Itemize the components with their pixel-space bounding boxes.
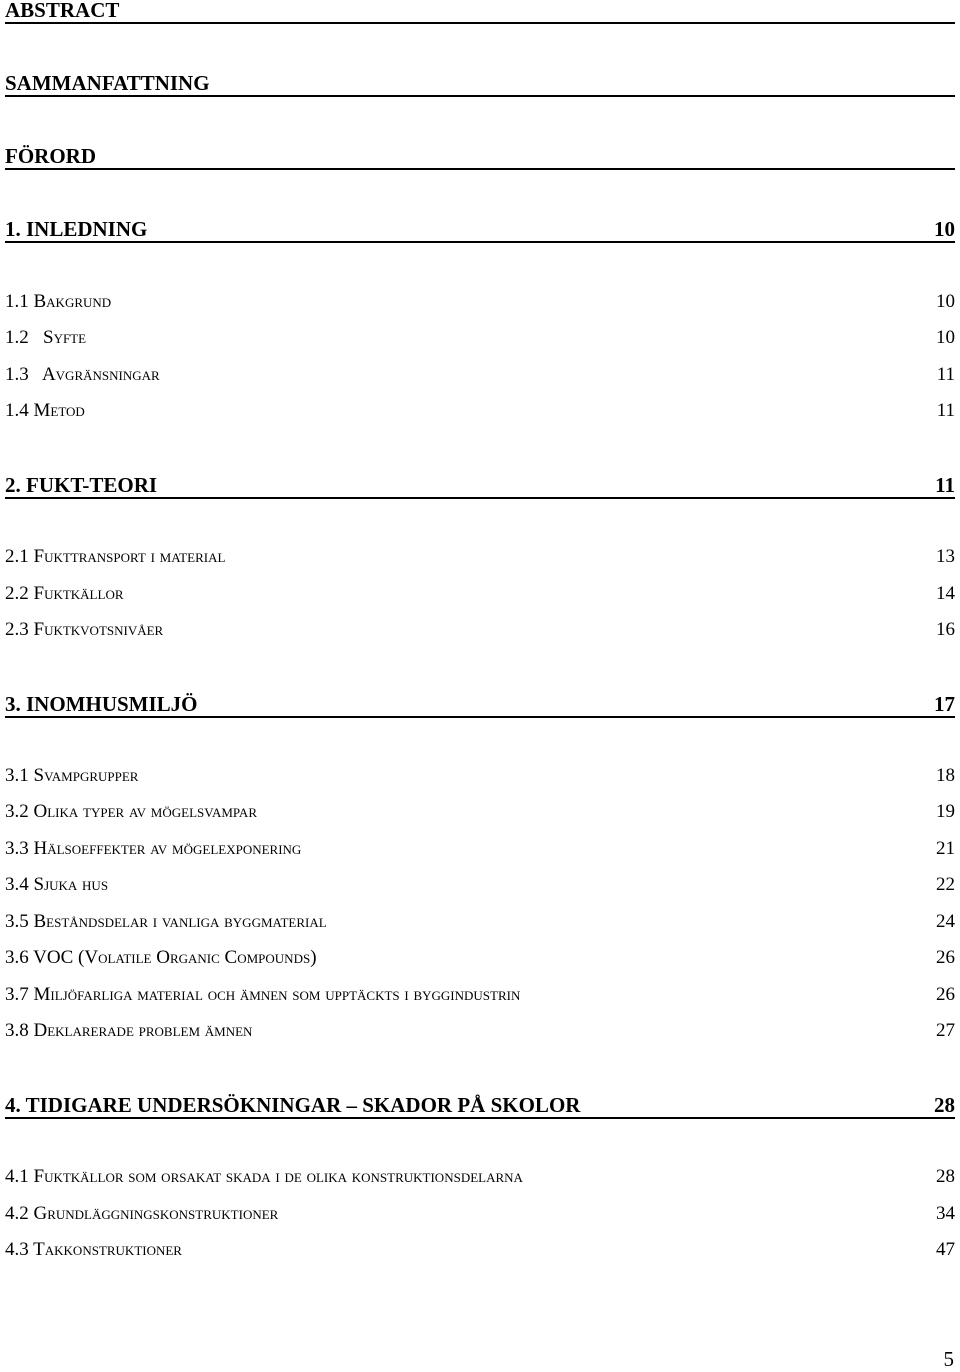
toc-heading-4[interactable]	[5, 1093, 955, 1119]
toc-entry-2-2[interactable]	[5, 583, 955, 605]
toc-label: 3.3 Hälsoeffekter av mögelexponering	[5, 838, 302, 859]
toc-page: 28	[934, 1093, 955, 1117]
toc-label: 4.2 Grundläggningskonstruktioner	[5, 1203, 279, 1224]
toc-entry-1-3[interactable]	[5, 364, 955, 386]
toc-page: 26	[936, 947, 955, 968]
toc-heading-sammanfattning[interactable]	[5, 71, 955, 97]
toc-label: 3.6 VOC (Volatile Organic Compounds)	[5, 947, 317, 968]
toc-label: 2. FUKT-TEORI	[5, 473, 158, 497]
toc-entry-3-4[interactable]	[5, 874, 955, 896]
toc-page: 16	[936, 619, 955, 640]
toc-label: FÖRORD	[5, 144, 96, 168]
toc-page: 26	[936, 984, 955, 1005]
toc-label: 1.3 Avgränsningar	[5, 364, 160, 385]
toc-entry-3-3[interactable]	[5, 838, 955, 860]
toc-entry-1-2[interactable]	[5, 327, 955, 349]
toc-label: 1. INLEDNING	[5, 217, 148, 241]
toc-entry-3-6[interactable]	[5, 947, 955, 969]
toc-label: 3.8 Deklarerade problem ämnen	[5, 1020, 253, 1041]
toc-label: 3. INOMHUSMILJÖ	[5, 692, 198, 716]
toc-label: 4. TIDIGARE UNDERSÖKNINGAR – SKADOR PÅ SKOLOR	[5, 1093, 581, 1117]
toc-page: 11	[936, 400, 955, 421]
toc-entry-3-1[interactable]	[5, 765, 955, 787]
toc-entry-3-2[interactable]	[5, 801, 955, 823]
toc-page: 10	[936, 327, 955, 348]
toc-entry-3-8[interactable]	[5, 1020, 955, 1042]
toc-heading-forord[interactable]	[5, 144, 955, 170]
toc-page: 21	[936, 838, 955, 859]
toc-page: 17	[934, 692, 955, 716]
toc-entry-1-4[interactable]	[5, 400, 955, 422]
toc-entry-1-1[interactable]	[5, 291, 955, 313]
toc-label: SAMMANFATTNING	[5, 71, 210, 95]
toc-heading-2[interactable]	[5, 473, 955, 499]
toc-entry-3-7[interactable]	[5, 984, 955, 1006]
toc-label: 4.1 Fuktkällor som orsakat skada i de olika konstruktionsdelarna	[5, 1166, 523, 1187]
toc-entry-4-2[interactable]	[5, 1203, 955, 1225]
toc-page: 10	[934, 217, 955, 241]
toc-label: 3.7 Miljöfarliga material och ämnen som upptäckts i byggindustrin	[5, 984, 521, 1005]
toc-page: 14	[936, 583, 955, 604]
toc-label: 2.1 Fukttransport i material	[5, 546, 226, 567]
toc-heading-3[interactable]	[5, 692, 955, 718]
toc-label: ABSTRACT	[5, 0, 120, 22]
toc-page: 28	[936, 1166, 955, 1187]
toc-label: 3.5 Beståndsdelar i vanliga byggmaterial	[5, 911, 327, 932]
toc-heading-1[interactable]	[5, 217, 955, 243]
toc-label: 1.2 Syfte	[5, 327, 87, 348]
toc-entry-4-1[interactable]	[5, 1166, 955, 1188]
toc-label: 2.3 Fuktkvotsnivåer	[5, 619, 164, 640]
toc-page: 47	[936, 1239, 955, 1260]
toc-page: 27	[936, 1020, 955, 1041]
page-number: 5	[943, 1347, 954, 1371]
toc-entry-2-1[interactable]	[5, 546, 955, 568]
toc-entry-2-3[interactable]	[5, 619, 955, 641]
toc-page: 18	[936, 765, 955, 786]
toc-label: 3.2 Olika typer av mögelsvampar	[5, 801, 257, 822]
toc-page: 11	[935, 473, 955, 497]
toc-label: 3.1 Svampgrupper	[5, 765, 139, 786]
toc-heading-abstract[interactable]	[5, 0, 955, 24]
toc-label: 4.3 Takkonstruktioner	[5, 1239, 182, 1260]
toc-page: 24	[936, 911, 955, 932]
toc-label: 3.4 Sjuka hus	[5, 874, 109, 895]
toc-entry-4-3[interactable]	[5, 1239, 955, 1261]
toc-page: 22	[936, 874, 955, 895]
toc-label: 1.4 Metod	[5, 400, 85, 421]
toc-page: 10	[936, 291, 955, 312]
toc-page: 34	[936, 1203, 955, 1224]
toc-page: 13	[936, 546, 955, 567]
toc-page: 11	[936, 364, 955, 385]
toc-label: 2.2 Fuktkällor	[5, 583, 124, 604]
toc-page: 19	[936, 801, 955, 822]
toc-entry-3-5[interactable]	[5, 911, 955, 933]
toc-label: 1.1 Bakgrund	[5, 291, 112, 312]
